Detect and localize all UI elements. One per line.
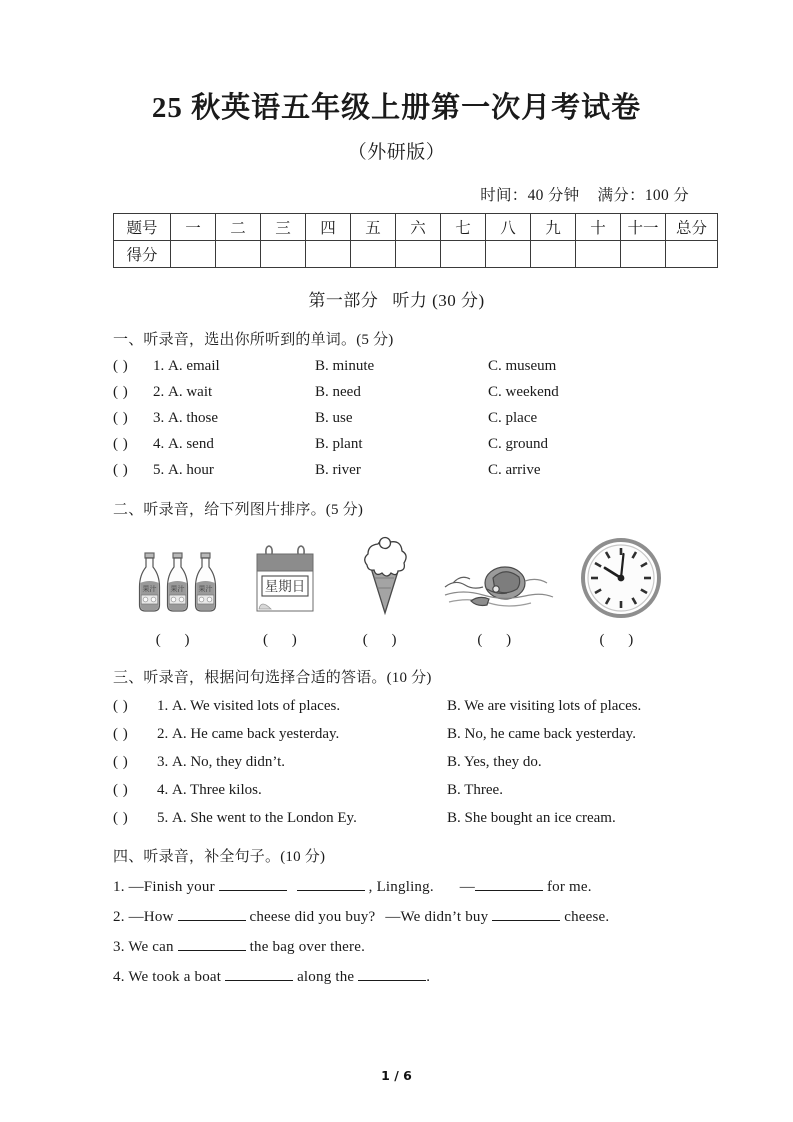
option-b[interactable]: B. plant — [315, 436, 363, 453]
question-row — [113, 782, 680, 799]
answer-bracket[interactable]: ( ) — [113, 754, 129, 771]
fill-blank-text: cheese did you buy? — [249, 909, 376, 926]
fill-blank-text: , Lingling. — [368, 879, 434, 896]
col-header-9: 九 — [531, 214, 576, 241]
table-row-scores — [114, 241, 718, 268]
score-cell-4[interactable] — [306, 241, 351, 268]
fill-blank-text: 4. We took a boat — [113, 969, 222, 986]
blank-input[interactable] — [492, 920, 560, 921]
score-cell-total[interactable] — [666, 241, 718, 268]
part-one-heading — [0, 286, 793, 311]
answer-bracket[interactable]: ( ) — [113, 410, 129, 427]
option-b[interactable]: B. No, he came back yesterday. — [447, 726, 636, 743]
part-one-label: 第一部分 — [308, 291, 379, 311]
answer-bracket[interactable]: ( ) — [113, 462, 129, 479]
fill-blank-text: 3. We can — [113, 939, 174, 956]
score-cell-5[interactable] — [351, 241, 396, 268]
svg-text:果汁: 果汁 — [198, 585, 213, 594]
col-header-7: 七 — [441, 214, 486, 241]
answer-bracket[interactable]: ( ) — [113, 810, 129, 827]
fill-blank-text: cheese. — [564, 909, 610, 926]
fill-blank-text: the bag over there. — [249, 939, 366, 956]
option-a[interactable]: 1. A. email — [153, 358, 220, 375]
option-a[interactable]: 2. A. wait — [153, 384, 213, 401]
page-number: 1 / 6 — [381, 1068, 412, 1083]
option-c[interactable]: C. ground — [488, 436, 548, 453]
time-label: 时间：40 分钟 — [480, 187, 580, 205]
option-c[interactable]: C. place — [488, 410, 538, 427]
clock-icon — [563, 533, 680, 619]
question-row — [113, 410, 680, 427]
svg-text:果汁: 果汁 — [170, 585, 185, 594]
option-c[interactable]: C. arrive — [488, 462, 541, 479]
score-cell-7[interactable] — [441, 241, 486, 268]
option-b[interactable]: B. river — [315, 462, 361, 479]
page-title: 25 秋英语五年级上册第一次月考试卷 — [151, 92, 642, 124]
exam-meta — [0, 183, 793, 205]
score-cell-8[interactable] — [486, 241, 531, 268]
blank-input[interactable] — [225, 980, 293, 981]
picture-item-3 — [333, 533, 435, 649]
option-a[interactable]: 2. A. He came back yesterday. — [157, 726, 340, 743]
answer-bracket-picture-3[interactable]: ( ) — [362, 632, 407, 649]
option-b[interactable]: B. need — [315, 384, 361, 401]
option-b[interactable]: B. use — [315, 410, 353, 427]
fill-blank-text: — — [459, 879, 475, 896]
row-label-question: 题号 — [114, 214, 171, 241]
ice-cream-cone-icon — [333, 533, 435, 619]
col-header-4: 四 — [306, 214, 351, 241]
table-row-question-numbers — [114, 214, 718, 241]
option-a[interactable]: 3. A. those — [153, 410, 218, 427]
fill-blank-text: for me. — [546, 879, 592, 896]
swimmer-icon — [436, 533, 563, 619]
question-row — [113, 462, 680, 479]
option-c[interactable]: C. weekend — [488, 384, 559, 401]
col-header-3: 三 — [261, 214, 306, 241]
picture-ordering-row — [113, 533, 680, 649]
score-cell-9[interactable] — [531, 241, 576, 268]
row-label-score: 得分 — [114, 241, 171, 268]
answer-bracket-picture-5[interactable]: ( ) — [599, 632, 644, 649]
question-row — [113, 698, 680, 715]
score-table-wrapper — [0, 213, 793, 268]
fill-blank-row-4 — [113, 969, 680, 986]
juice-bottles-icon — [119, 533, 236, 619]
blank-input[interactable] — [178, 920, 246, 921]
picture-item-4 — [436, 533, 563, 649]
section-1-title: 一、听录音，选出你所听到的单词。(5 分) — [113, 332, 394, 349]
answer-bracket[interactable]: ( ) — [113, 384, 129, 401]
col-header-11: 十一 — [621, 214, 666, 241]
col-header-2: 二 — [216, 214, 261, 241]
fill-blank-row-3 — [113, 939, 680, 956]
blank-input[interactable] — [475, 890, 543, 891]
section-2-title: 二、听录音，给下列图片排序。(5 分) — [113, 502, 364, 519]
option-a[interactable]: 5. A. hour — [153, 462, 214, 479]
answer-bracket[interactable]: ( ) — [113, 726, 129, 743]
answer-bracket[interactable]: ( ) — [113, 358, 129, 375]
col-header-8: 八 — [486, 214, 531, 241]
score-cell-11[interactable] — [621, 241, 666, 268]
blank-input[interactable] — [358, 980, 426, 981]
option-b[interactable]: B. Yes, they do. — [447, 754, 542, 771]
answer-bracket-picture-2[interactable]: ( ) — [262, 632, 307, 649]
blank-input[interactable] — [178, 950, 246, 951]
blank-input[interactable] — [297, 890, 365, 891]
option-c[interactable]: C. museum — [488, 358, 557, 375]
question-row — [113, 358, 680, 375]
question-row — [113, 384, 680, 401]
blank-input[interactable] — [219, 890, 287, 891]
col-header-6: 六 — [396, 214, 441, 241]
question-row — [113, 436, 680, 453]
picture-item-1 — [119, 533, 236, 649]
option-a[interactable]: 4. A. send — [153, 436, 214, 453]
option-b[interactable]: B. minute — [315, 358, 375, 375]
part-one-subject: 听力 (30 分) — [392, 291, 485, 311]
answer-bracket[interactable]: ( ) — [113, 698, 129, 715]
score-cell-1[interactable] — [171, 241, 216, 268]
question-row — [113, 726, 680, 743]
picture-item-5 — [563, 533, 680, 649]
col-header-total: 总分 — [666, 214, 718, 241]
option-b[interactable]: B. She bought an ice cream. — [447, 810, 616, 827]
score-cell-2[interactable] — [216, 241, 261, 268]
fill-blank-text: along the — [297, 969, 355, 986]
fill-blank-text: 1. —Finish your — [113, 879, 215, 896]
picture-item-2 — [236, 533, 333, 649]
section-4-title: 四、听录音，补全句子。(10 分) — [113, 849, 326, 866]
score-cell-6[interactable] — [396, 241, 441, 268]
option-a[interactable]: 5. A. She went to the London Ey. — [157, 810, 357, 827]
col-header-5: 五 — [351, 214, 396, 241]
answer-bracket[interactable]: ( ) — [113, 782, 129, 799]
total-score-label: 满分：100 分 — [597, 187, 689, 205]
option-a[interactable]: 3. A. No, they didn’t. — [157, 754, 286, 771]
fill-blank-row-1 — [113, 879, 680, 896]
fill-blank-text: —We didn’t buy — [385, 909, 489, 926]
option-a[interactable]: 1. A. We visited lots of places. — [157, 698, 341, 715]
score-cell-3[interactable] — [261, 241, 306, 268]
section-3-title: 三、听录音，根据问句选择合适的答语。(10 分) — [113, 670, 432, 687]
option-b[interactable]: B. Three. — [447, 782, 503, 799]
answer-bracket-picture-4[interactable]: ( ) — [477, 632, 522, 649]
option-a[interactable]: 4. A. Three kilos. — [157, 782, 262, 799]
page-subtitle: （外研版） — [347, 142, 446, 164]
question-row — [113, 810, 680, 827]
score-cell-10[interactable] — [576, 241, 621, 268]
fill-blank-row-2 — [113, 909, 680, 926]
option-b[interactable]: B. We are visiting lots of places. — [447, 698, 642, 715]
svg-text:果汁: 果汁 — [142, 585, 157, 594]
answer-bracket-picture-1[interactable]: ( ) — [155, 632, 200, 649]
question-row — [113, 754, 680, 771]
col-header-1: 一 — [171, 214, 216, 241]
calendar-icon — [236, 533, 333, 619]
fill-blank-text: . — [426, 969, 431, 986]
fill-blank-text: 2. —How — [113, 909, 174, 926]
answer-bracket[interactable]: ( ) — [113, 436, 129, 453]
col-header-10: 十 — [576, 214, 621, 241]
score-table — [113, 213, 718, 268]
svg-text:星期日: 星期日 — [264, 579, 306, 596]
